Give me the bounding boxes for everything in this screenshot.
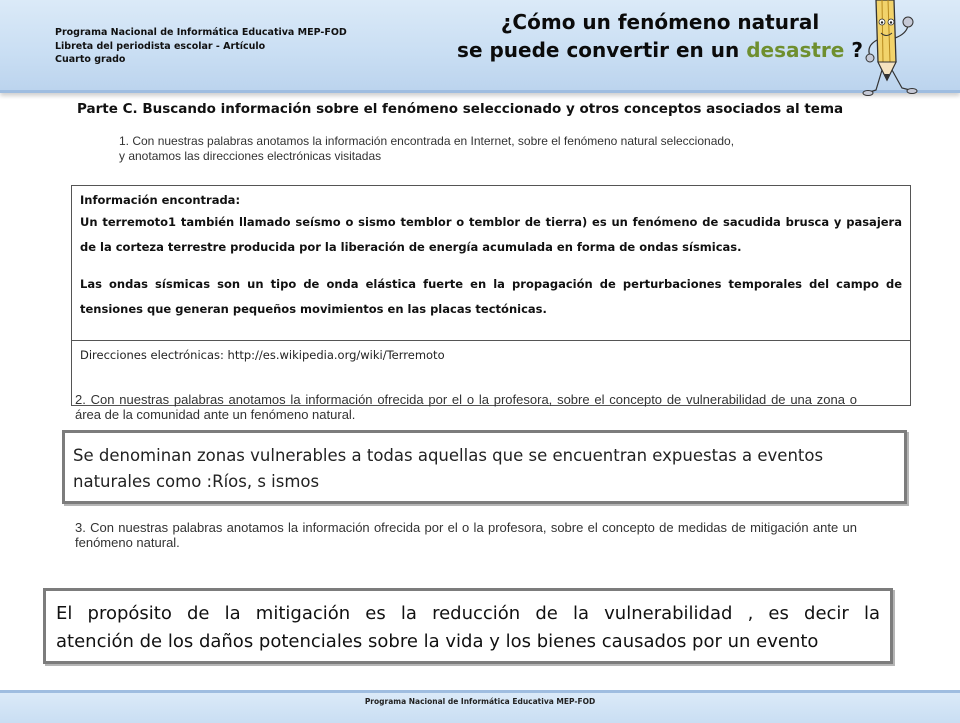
mitigation-answer-line-2: atención de los daños potenciales sobre la vida y los bienes causados por un evento bbox=[56, 631, 819, 652]
title-line-2 bbox=[430, 36, 890, 64]
info-paragraph-2: Las ondas sísmicas son un tipo de onda elástica fuerte en la propagación de perturbaciones temporales del campo de tensiones que generan pequeños movimientos en las placas tectónicas. bbox=[80, 277, 902, 316]
links-cell: Direcciones electrónicas: http://es.wikipedia.org/wiki/Terremoto bbox=[80, 348, 445, 362]
info-paragraph-1: Un terremoto1 también llamado seísmo o sismo temblor o temblor de tierra) es un fenómeno de sacudida brusca y pasajera de la corteza terrestre producida por la liberación de energía acumulada en forma de ondas sísmicas. bbox=[80, 215, 902, 254]
vulnerability-answer-line-1: Se denominan zonas vulnerables a todas aquellas que se encuentran expuestas a eventos bbox=[73, 446, 824, 465]
header-info bbox=[55, 26, 347, 67]
instruction-1-line-2: y anotamos las direcciones electrónicas visitadas bbox=[119, 149, 382, 163]
notebook-line: Libreta del periodista escolar - Artículo bbox=[55, 40, 266, 52]
mitigation-answer-line-1: El propósito de la mitigación es la reducción de la vulnerabilidad , es decir la bbox=[56, 603, 880, 624]
section-heading: Parte C. Buscando información sobre el fenómeno seleccionado y otros conceptos asociados al tema bbox=[77, 101, 844, 117]
header-banner bbox=[0, 0, 960, 93]
vulnerability-answer-line-2: naturales como :Ríos, s ismos bbox=[73, 472, 320, 491]
title-accent-word: desastre bbox=[746, 38, 845, 62]
page-title bbox=[430, 8, 890, 64]
mitigation-answer-box bbox=[43, 588, 893, 664]
title-line-2-prefix: se puede convertir en un bbox=[457, 38, 747, 62]
instruction-3: 3. Con nuestras palabras anotamos la información ofrecida por el o la profesora, sobre el concepto de medidas de mitigación ante un fenómeno natural. bbox=[75, 520, 857, 550]
info-found-cell bbox=[72, 186, 910, 341]
info-found-label: Información encontrada: bbox=[80, 193, 241, 207]
instruction-1 bbox=[119, 134, 879, 164]
pencil-character-icon bbox=[846, 0, 956, 100]
footer-text: Programa Nacional de Informática Educativa MEP-FOD bbox=[364, 697, 596, 706]
info-table bbox=[71, 185, 911, 406]
vulnerability-answer-box bbox=[62, 430, 907, 504]
grade-line: Cuarto grado bbox=[55, 54, 126, 65]
instruction-2: 2. Con nuestras palabras anotamos la información ofrecida por el o la profesora, sobre el concepto de vulnerabilidad de una zona o área de la comunidad ante un fenómeno natural. bbox=[75, 392, 857, 422]
program-line: Programa Nacional de Informática Educativa MEP-FOD bbox=[55, 27, 347, 38]
instruction-1-line-1: 1. Con nuestras palabras anotamos la información encontrada en Internet, sobre el fenómeno natural seleccionado, bbox=[119, 134, 735, 148]
title-line-2-suffix: ? bbox=[844, 38, 863, 62]
title-line-1: ¿Cómo un fenómeno natural bbox=[500, 10, 820, 34]
footer-banner bbox=[0, 690, 960, 723]
